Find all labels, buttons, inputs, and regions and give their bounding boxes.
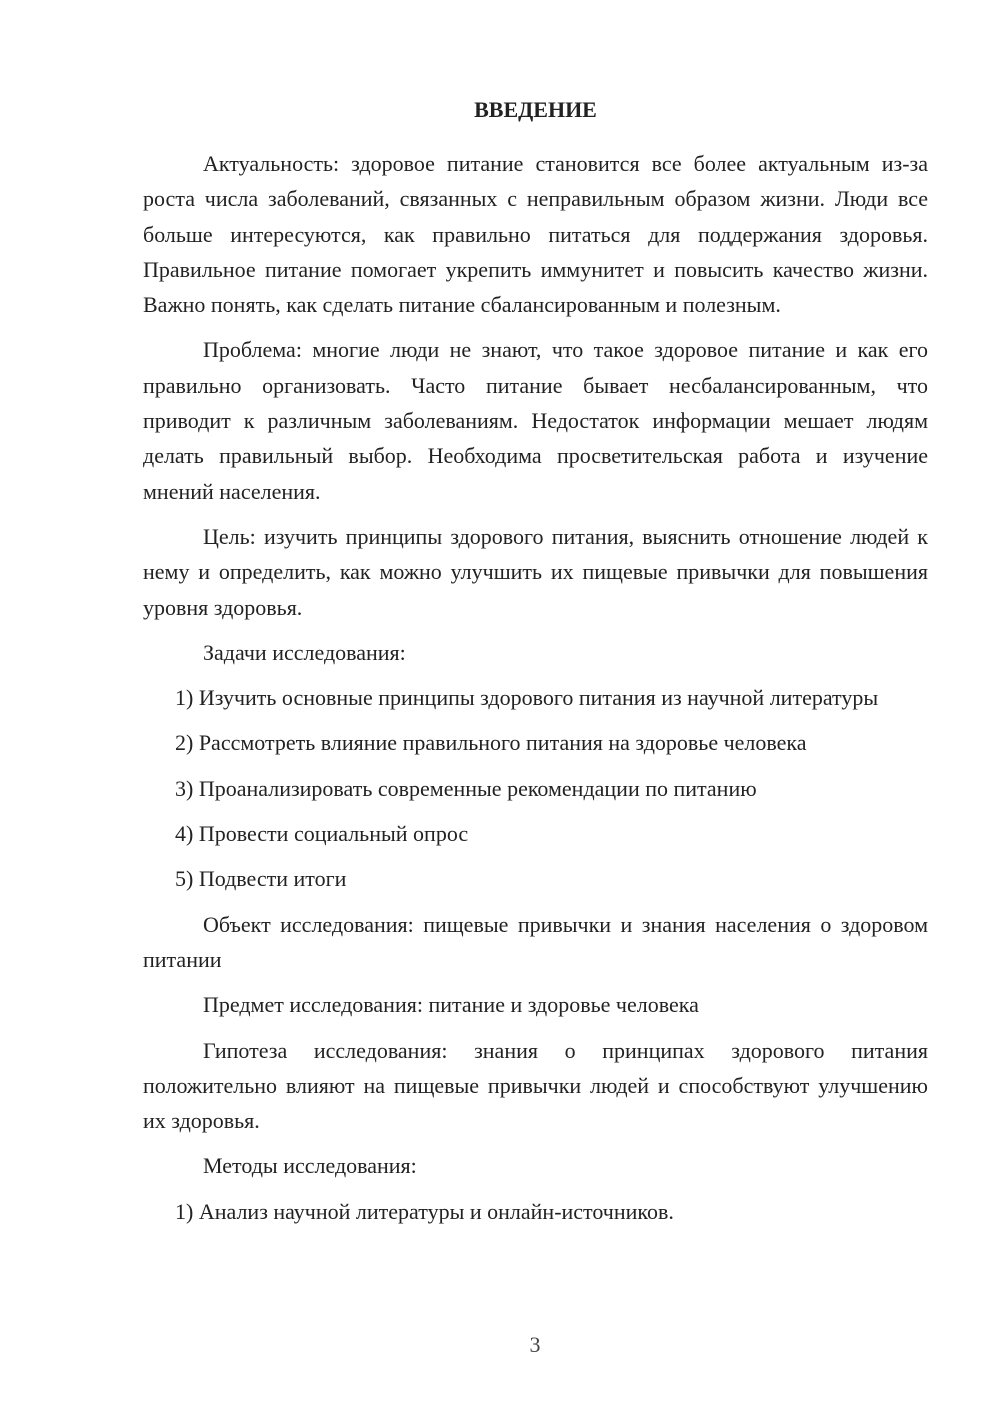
task-item-2: 2) Рассмотреть влияние правильного питания на здоровье человека	[175, 730, 807, 756]
task-item-5: 5) Подвести итоги	[175, 866, 347, 892]
page-content	[143, 94, 928, 1239]
task-item-4: 4) Провести социальный опрос	[175, 821, 469, 847]
problem-paragraph: Проблема: многие люди не знают, что такое здоровое питание и как его правильно организовать. Часто питание бывает несбалансированным, что приводит к различным заболеваниям. Недостаток информации мешает людям делать правильный выбор. Необходима просветительская работа и изучение мнений населения.	[143, 337, 928, 504]
object-paragraph: Объект исследования: пищевые привычки и знания населения о здоровом питании	[143, 911, 928, 972]
method-item-1: 1) Анализ научной литературы и онлайн-источников.	[175, 1198, 674, 1224]
page-number: 3	[529, 1332, 541, 1357]
goal-paragraph: Цель: изучить принципы здорового питания, выяснить отношение людей к нему и определить, как можно улучшить их пищевые привычки для повышения уровня здоровья.	[143, 523, 928, 620]
page-title: ВВЕДЕНИЕ	[474, 97, 597, 122]
methods-heading: Методы исследования:	[203, 1153, 417, 1179]
task-item-3: 3) Проанализировать современные рекомендации по питанию	[175, 775, 757, 801]
subject-paragraph: Предмет исследования: питание и здоровье человека	[203, 992, 699, 1018]
tasks-heading: Задачи исследования:	[203, 639, 406, 665]
task-item-1: 1) Изучить основные принципы здорового питания из научной литературы	[175, 685, 879, 711]
hypothesis-paragraph: Гипотеза исследования: знания о принципах здорового питания положительно влияют на пищевые привычки людей и способствуют улучшению их здоровья.	[143, 1037, 928, 1134]
relevance-paragraph: Актуальность: здоровое питание становится все более актуальным из-за роста числа заболеваний, связанных с неправильным образом жизни. Люди все больше интересуются, как правильно питаться для поддержания здоровья. Правильное питание помогает укрепить иммунитет и повысить качество жизни. Важно понять, как сделать питание сбалансированным и полезным.	[143, 151, 928, 318]
